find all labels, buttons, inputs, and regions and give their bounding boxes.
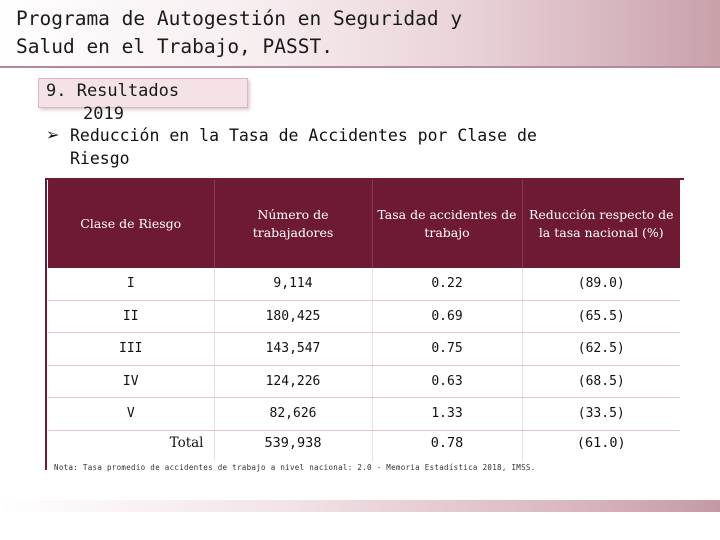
header-reduccion: Reducción respecto de la tasa nacional (%) <box>522 180 680 268</box>
total-label: Total <box>48 430 214 461</box>
cell-tasa: 1.33 <box>372 398 522 431</box>
total-reduccion: (61.0) <box>576 434 626 451</box>
arrow-bullet-icon: ➢ <box>46 125 60 144</box>
total-tasa: 0.78 <box>372 430 522 461</box>
section-label: 9. Resultados <box>46 81 180 101</box>
cell-trabajadores: 82,626 <box>214 398 372 431</box>
cell-reduccion: (62.5) <box>522 333 680 366</box>
cell-reduccion: (89.0) <box>522 268 680 300</box>
table-row <box>48 300 680 333</box>
results-table <box>48 180 680 461</box>
cell-reduccion: (65.5) <box>522 300 680 333</box>
table-row <box>48 398 680 431</box>
cell-clase: IV <box>48 365 214 398</box>
header-clase-riesgo: Clase de Riesgo <box>48 180 214 268</box>
cell-tasa: 0.69 <box>372 300 522 333</box>
header-numero-trabajadores: Número de trabajadores <box>214 180 372 268</box>
cell-trabajadores: 143,547 <box>214 333 372 366</box>
table-header-row <box>48 180 680 268</box>
header-tasa-accidentes: Tasa de accidentes de trabajo <box>372 180 522 268</box>
footer-bar <box>0 500 720 512</box>
table-row <box>48 268 680 300</box>
cell-reduccion: (33.5) <box>522 398 680 431</box>
cell-tasa: 0.75 <box>372 333 522 366</box>
table-total-row <box>48 430 680 461</box>
cell-clase: V <box>48 398 214 431</box>
cell-tasa: 0.63 <box>372 365 522 398</box>
cell-reduccion: (68.5) <box>522 365 680 398</box>
table-row <box>48 333 680 366</box>
subtitle-text: Reducción en la Tasa de Accidentes por Clase de Riesgo <box>70 126 537 168</box>
page-title: Programa de Autogestión en Seguridad y Salud en el Trabajo, PASST. <box>16 7 463 58</box>
cell-clase: I <box>48 268 214 300</box>
cell-tasa: 0.22 <box>372 268 522 300</box>
cell-clase: II <box>48 300 214 333</box>
cell-trabajadores: 124,226 <box>214 365 372 398</box>
cell-clase: III <box>48 333 214 366</box>
table-row <box>48 365 680 398</box>
table-note: Nota: Tasa promedio de accidentes de trabajo a nivel nacional: 2.0 - Memoria Estadística 2018, IMSS. <box>54 463 536 472</box>
cell-trabajadores: 9,114 <box>214 268 372 300</box>
total-trabajadores: 539,938 <box>214 430 372 461</box>
section-year: 2019 <box>83 104 124 124</box>
cell-trabajadores: 180,425 <box>214 300 372 333</box>
